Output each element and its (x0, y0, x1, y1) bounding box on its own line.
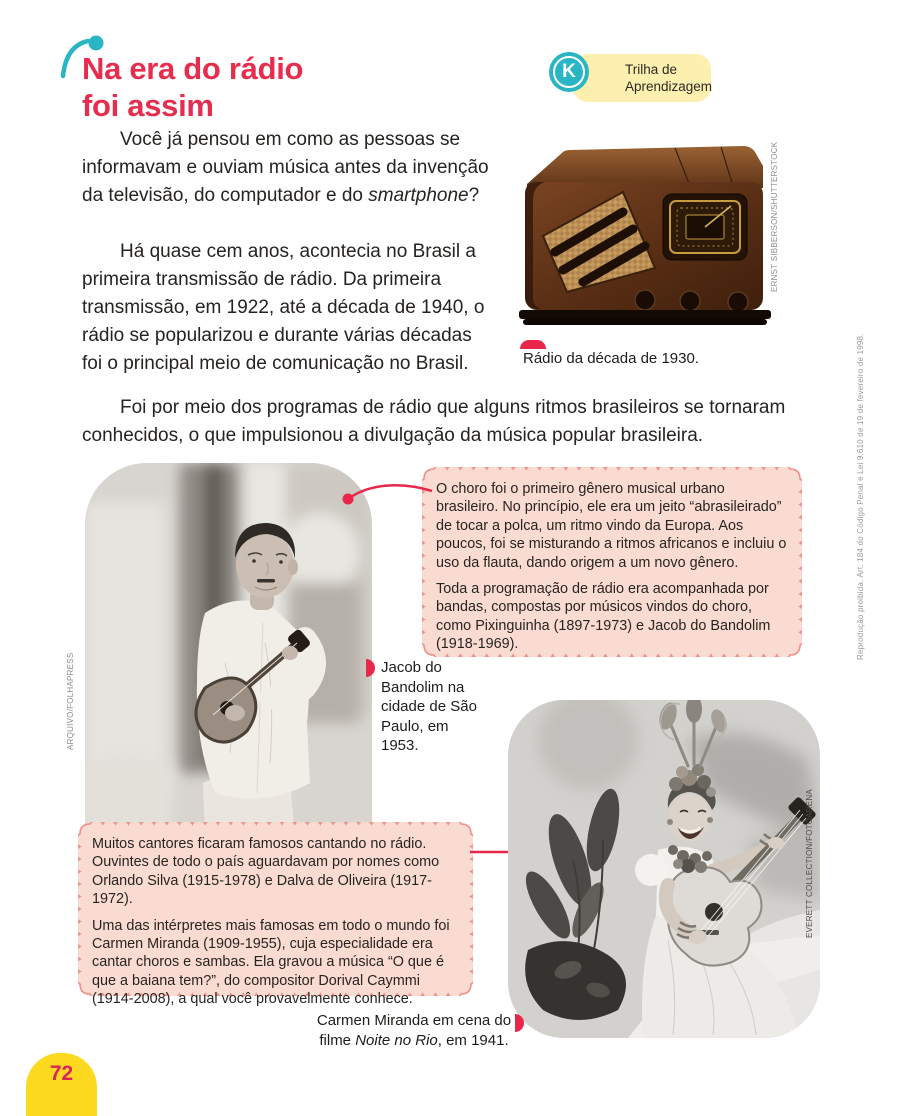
badge-label-line1: Trilha de (625, 62, 678, 77)
speech-bubble-choro (422, 467, 802, 657)
intro-paragraph-2: Há quase cem anos, acontecia no Brasil a primeira transmissão de rádio. Da primeira transmissão, em 1922, até a década de 1940, o rádio se popularizou e durante várias décadas foi o principal meio de comunicação no Brasil. (82, 241, 485, 374)
caption-marker (366, 659, 375, 677)
carmen-photo (508, 700, 820, 1038)
k-badge-icon (549, 52, 589, 92)
radio-photo (505, 140, 775, 340)
badge-label (625, 61, 712, 95)
bubble-choro-text (422, 467, 802, 664)
learning-path-badge (562, 54, 713, 102)
bubble-singers-text (78, 822, 473, 1019)
caption-marker (520, 340, 546, 349)
jacob-photo-credit: ARQUIVO/FOLHAPRESS (66, 652, 75, 750)
bubble-singers-p1: Muitos cantores ficaram famosos cantando no rádio. Ouvintes de todo o país aguardavam por nomes como Orlando Silva (1915-1978) e Dalva de Oliveira (1917-1972). (92, 836, 440, 908)
speech-bubble-singers (78, 822, 473, 1008)
p1-end: ? (468, 185, 480, 206)
radio-photo-credit: ERNST SIBBERSON/SHUTTERSTOCK (770, 141, 779, 292)
bubble-singers-p2: Uma das intérpretes mais famosas em todo o mundo foi Carmen Miranda (1909-1955), cuja especialidade era cantar choros e sambas. Ela gravou a música “O que é que a baiana tem?”, do compositor Dorival Caymmi (1914-2008), a qual você provavelmente conhece. (92, 917, 450, 1008)
page-title-line1: Na era do rádio (82, 51, 304, 86)
carmen-caption-text: Carmen Miranda em cena do filme (316, 1012, 512, 1049)
copyright-note: Reprodução proibida. Art. 184 do Código Penal e Lei 9.610 de 19 de fevereiro de 1998. (856, 333, 865, 660)
intro-paragraph-1 (82, 126, 494, 210)
bubble-choro-p2: Toda a programação de rádio era acompanhada por bandas, compostas por músicos vindos do choro, como Pixinguinha (1897-1973) e Jacob do Bandolim (1918-1969). (436, 581, 771, 653)
carmen-photo-credit: EVERETT COLLECTION/FOTOARENA (805, 789, 814, 938)
page-title (82, 50, 442, 124)
p1-text: Você já pensou em como as pessoas se informavam e ouviam música antes da invenção da televisão, do computador e do (82, 129, 489, 206)
jacob-caption: Jacob do Bandolim na cidade de São Paulo, em 1953. (381, 659, 477, 754)
page-number: 72 (49, 1062, 74, 1085)
carmen-caption-end: , em 1941. (437, 1031, 509, 1049)
intro-paragraph-3: Foi por meio dos programas de rádio que alguns ritmos brasileiros se tornaram conhecidos, o que impulsionou a divulgação da música popular brasileira. (82, 397, 786, 446)
bubble-choro-p1: O choro foi o primeiro gênero musical urbano brasileiro. No princípio, ele era um jeito “abrasileirado” de tocar a polca, um ritmo vindo da Europa. Aos poucos, foi se misturando a ritmos africanos e incluiu o uso da flauta, dando origem a um novo gênero. (436, 481, 787, 571)
carmen-caption-film-title: Noite no Rio (355, 1031, 438, 1049)
radio-caption: Rádio da década de 1930. (523, 350, 699, 367)
page-title-line2: foi assim (82, 88, 214, 123)
badge-label-line2: Aprendizagem (625, 79, 713, 94)
badge-letter: K (562, 61, 576, 82)
p1-italic-word: smartphone (368, 185, 469, 206)
page-number-tab (26, 1053, 97, 1116)
